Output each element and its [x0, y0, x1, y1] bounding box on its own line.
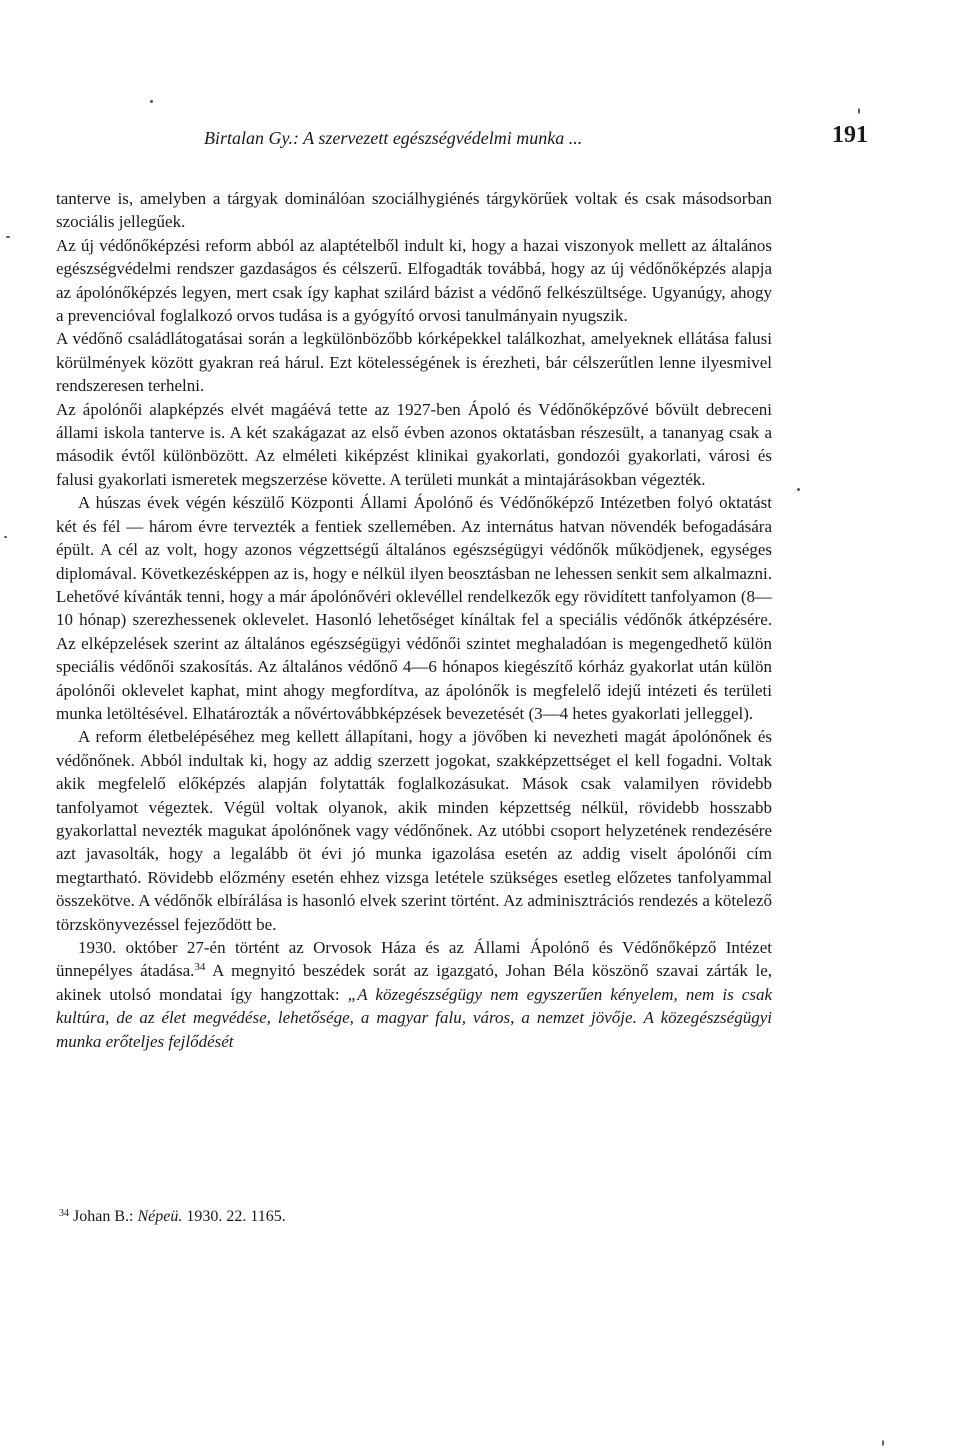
paragraph: A védőnő családlátogatásai során a legkülönbözőbb kórképekkel találkozhat, amelyeknek ellátása falusi körülmények között gyakran reá hárul. Ezt kötelességének is érezheti, bár célszerűtlen lenne ilyesmivel rendszeresen terhelni.: [56, 329, 772, 396]
running-header: [204, 122, 868, 149]
paragraph-text: A megnyitó beszédek sorát az igazgató, Johan Béla köszönő szavai zárták le, akinek utolsó mondatai így hangzottak:: [56, 961, 772, 1004]
scan-speck: [797, 488, 800, 491]
body-text: [56, 187, 772, 1053]
paragraph: Az ápolónői alapképzés elvét magáévá tette az 1927-ben Ápoló és Védőnőképzővé bővült debreceni állami iskola tanterve is. A két szakágazat az első évben azonos oktatásban részesült, a tananyag csak a második évtől különbözött. Az elméleti kiképzést klinikai gyakorlati, gondozói gyakorlati, városi és falusi gyakorlati ismeretek megszerzése követte. A területi munkát a mintajárásokban végezték.: [56, 399, 772, 489]
scan-speck: [150, 100, 153, 103]
paragraph: A húszas évek végén készülő Központi Állami Ápolónő és Védőnőképző Intézetben folyó oktatást két és fél — három évre tervezték a fentiek szellemében. Az internátus hatvan növendék befogadására épült. A cél az volt, hogy azonos végzettségű általános egészségügyi védőnők működjenek, egységes diplomával. Következésképpen az is, hogy e nélkül ilyen beosztásban ne lehessen senkit sem alkalmazni. Lehetővé kívánták tenni, hogy a már ápolónővéri oklevéllel rendelkezők egy rövidített tanfolyamon (8—10 hónap) szerezhessenek oklevelet. Hasonló lehetőséget kínáltak fel a speciális védőnők átképzésére. Az elképzelések szerint az általános egészségügyi védőnői szintet meghaladóan is megengedhető külön speciális védőnői szakosítás. Az általános védőnő 4—6 hónapos kiegészítő kórház gyakorlat után külön ápolónői oklevelet kaphat, mint ahogy megfordítva, az ápolónők is megfelelő idejű intézeti és területi munka letöltésével. Elhatározták a nővértovábbképzések bevezetését (3—4 hetes gyakorlati jelleggel).: [56, 493, 772, 723]
scan-speck: [4, 536, 7, 538]
paragraph-with-quote: [56, 936, 772, 1053]
footnote-author: Johan B.:: [73, 1208, 138, 1225]
footnote-details: 1930. 22. 1165.: [182, 1208, 286, 1225]
footnote-source: Népeü.: [137, 1208, 183, 1225]
paragraph-continuation: tanterve is, amelyben a tárgyak dominálóan szociálhygiénés tárgykörűek voltak és csak másodsorban szociális jellegűek.: [56, 189, 772, 232]
quotation: „A közegészségügy nem egyszerűen kényelem, nem is csak kultúra, de az élet megvédése, lehetősége, a magyar falu, város, a nemzet jövője. A közegészségügyi munka erőteljes fejlődését: [56, 984, 773, 1051]
footnote-number: 34: [59, 1208, 69, 1219]
footnote-reference: 34: [194, 961, 206, 974]
paragraph-text: 1930. október 27-én történt az Orvosok Háza és az Állami Ápolónő és Védőnőképző Intézet ünnepélyes átadása.: [56, 938, 772, 981]
scan-speck: [6, 236, 10, 238]
page-number: 191: [832, 122, 868, 148]
scan-speck: [858, 108, 860, 114]
footnote: [59, 1208, 759, 1226]
running-title: Birtalan Gy.: A szervezett egészségvédelmi munka ...: [204, 128, 583, 148]
paragraph: Az új védőnőképzési reform abból az alaptételből indult ki, hogy a hazai viszonyok mellett az általános egészségvédelmi rendszer gazdaságos és célszerű. Elfogadták továbbá, hogy az új védőnőképzés alapja az ápolónőképzés legyen, mert csak így kaphat szilárd bázist a védőnő felkészültsége. Ugyanúgy, ahogy a prevencióval foglalkozó orvos tudása is a gyógyító orvosi tanulmányain nyugszik.: [56, 235, 772, 326]
scan-speck: [882, 1440, 884, 1446]
paragraph: A reform életbelépéséhez meg kellett állapítani, hogy a jövőben ki nevezheti magát ápolónőnek és védőnőnek. Abból indultak ki, hogy az addig szerzett jogokat, szakképzettséget el kell fogadni. Voltak akik megfelelő előképzés alapján folytatták foglalkozásukat. Mások csak valamilyen rövidebb tanfolyamot végeztek. Végül voltak olyanok, akik minden képzettség nélkül, rövidebb hosszabb gyakorlattal nevezték magukat ápolónőnek vagy védőnőnek. Az utóbbi csoport helyzetének rendezésére azt javasolták, hogy a legalább öt évi jó munka igazolása esetén az addig viselt ápolónői cím megtartható. Rövidebb előzmény esetén ehhez vizsga letétele szükséges esetleg előzetes tanfolyammal összekötve. A védőnők elbírálása is hasonló elvek szerint történt. Az adminisztrációs rendezés a kötelező törzskönyvezéssel fejeződött be.: [56, 727, 772, 934]
